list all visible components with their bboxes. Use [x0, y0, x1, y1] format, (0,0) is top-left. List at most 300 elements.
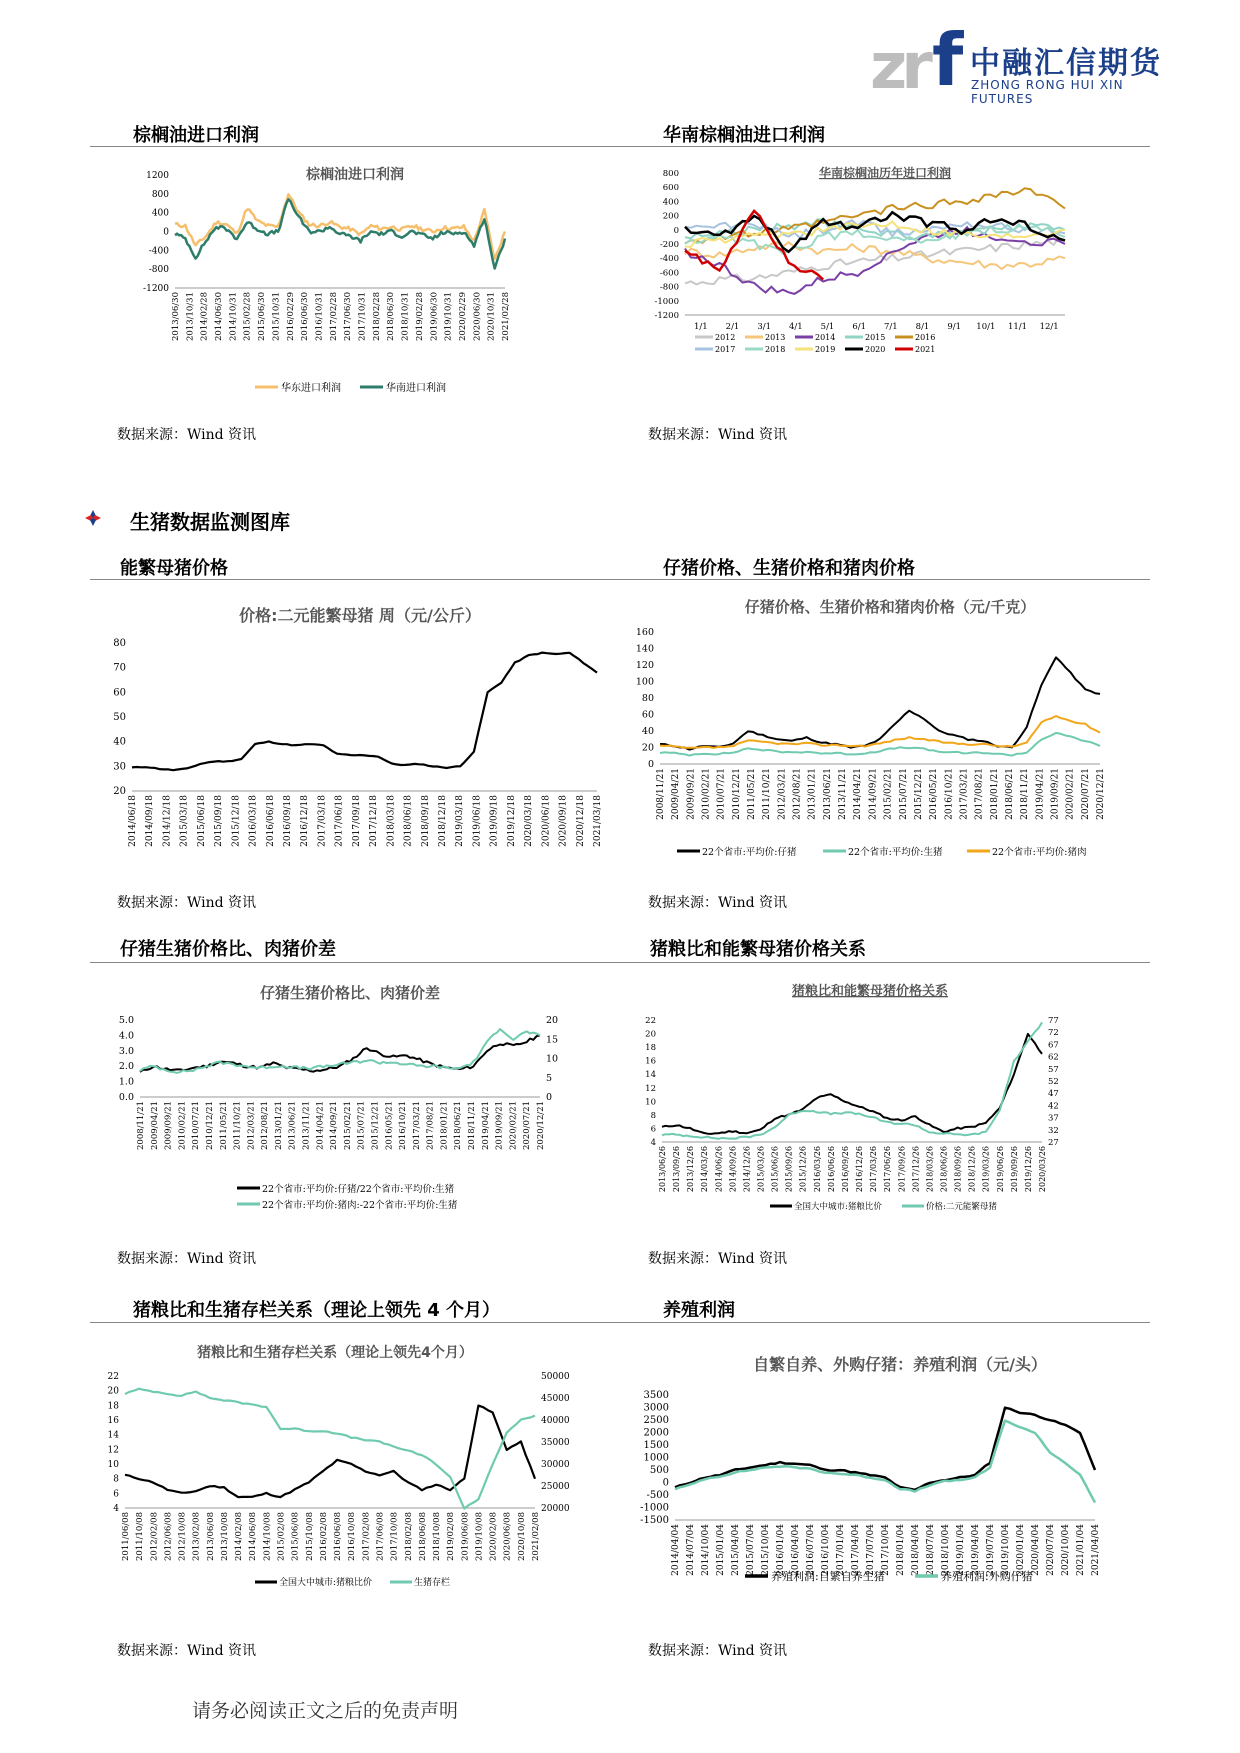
x-tick-label: 2014/06/08: [248, 1512, 259, 1561]
x-tick-label: 2014/10/08: [262, 1512, 273, 1561]
y-tick-label: -1200: [654, 311, 679, 321]
y-tick-label: 140: [635, 643, 654, 655]
x-tick-label: 2016/06/18: [265, 795, 276, 847]
chart-title: 价格:二元能繁母猪 周（元/公斤）: [239, 606, 481, 625]
data-source: 数据来源：Wind 资讯: [648, 1251, 788, 1267]
y-tick-label: 1500: [643, 1440, 669, 1451]
chart-piglet-hog-ratio: [110, 978, 610, 1228]
x-tick-label: 2019/04/21: [1035, 768, 1046, 820]
x-tick-label: 2019/10/08: [474, 1512, 485, 1561]
logo-company-name: 中融汇信期货: [970, 46, 1162, 81]
x-tick-label: 2018/01/21: [989, 768, 1000, 820]
x-tick-label: 2015/10/04: [761, 1524, 771, 1576]
y-tick-label: 40: [641, 726, 654, 737]
y-tick-label: 3500: [643, 1390, 669, 1401]
x-tick-label: 2/1: [725, 322, 740, 332]
x-tick-label: 12/1: [1039, 322, 1059, 332]
y-tick-label: 0: [662, 1477, 669, 1489]
x-tick-label: 2010/12/21: [204, 1101, 215, 1150]
y-tick-label: 12: [645, 1083, 656, 1094]
y-tick-label: 8: [650, 1110, 656, 1121]
y-tick-label: 22: [645, 1016, 656, 1026]
y-tick-label: 20: [641, 742, 654, 754]
x-tick-label: 2017/06/30: [343, 292, 354, 341]
x-tick-label: 2009/09/21: [686, 768, 697, 820]
y-tick-label: 1000: [643, 1452, 669, 1464]
y2-tick-label: 25000: [541, 1482, 570, 1492]
x-tick-label: 2017/03/21: [411, 1101, 422, 1150]
x-tick-label: 2019/12/18: [506, 795, 517, 847]
y-tick-label: 1.0: [118, 1076, 134, 1088]
section-bullet-icon: [83, 508, 103, 528]
x-tick-label: 5/1: [820, 322, 835, 332]
x-tick-label: 2018/03/18: [386, 795, 397, 847]
y2-tick-label: 20000: [541, 1504, 570, 1514]
y-tick-label: 800: [151, 189, 169, 200]
y-tick-label: 2.0: [118, 1061, 134, 1073]
x-tick-label: 2018/09/26: [953, 1146, 963, 1193]
y2-tick-label: 32: [1048, 1125, 1059, 1136]
chart-hog-grain-inventory: [107, 1340, 620, 1600]
y2-tick-label: 52: [1048, 1077, 1059, 1087]
x-tick-label: 2016/10/21: [944, 768, 955, 820]
y2-tick-label: 10: [546, 1053, 559, 1065]
x-tick-label: 2016/12/18: [300, 795, 311, 847]
y-tick-label: -1000: [654, 296, 679, 307]
logo-mark-z: zr: [870, 30, 927, 104]
x-tick-label: 2020/01/04: [1016, 1524, 1026, 1576]
x-tick-label: 2015/03/18: [179, 795, 190, 847]
legend-label: 2015: [865, 333, 886, 342]
x-tick-label: 2013/06/21: [287, 1101, 298, 1150]
x-tick-label: 2013/06/30: [171, 292, 181, 341]
y-tick-label: 1200: [146, 171, 169, 181]
x-tick-label: 2014/04/21: [853, 768, 864, 820]
panel-heading-hog-grain-inventory: 猪粮比和生猪存栏关系（理论上领先 4 个月）: [133, 1300, 501, 1321]
chart-title: 华南棕榈油历年进口利润: [818, 166, 952, 180]
legend: [695, 333, 935, 354]
x-tick-label: 2020/07/04: [1046, 1524, 1056, 1576]
x-tick-label: 2019/03/26: [981, 1146, 991, 1193]
x-tick-label: 2013/09/26: [672, 1146, 682, 1193]
x-tick-label: 2019/02/28: [414, 292, 425, 341]
y-tick-label: -1200: [143, 284, 169, 294]
y-tick-label: 80: [641, 693, 654, 704]
x-tick-label: 2010/12/21: [731, 768, 742, 820]
y-tick-label: 20: [113, 786, 126, 797]
y-tick-label: -1500: [640, 1515, 669, 1526]
x-tick-label: 2013/06/21: [822, 768, 833, 820]
y2-tick-label: 72: [1048, 1028, 1059, 1039]
x-tick-label: 2015/07/21: [898, 768, 909, 820]
x-tick-label: 2019/07/04: [986, 1524, 996, 1576]
x-tick-label: 2016/10/08: [347, 1512, 358, 1561]
x-tick-label: 2014/02/28: [199, 292, 210, 341]
x-tick-label: 2017/06/18: [334, 795, 345, 847]
x-tick-label: 3/1: [757, 322, 772, 332]
x-tick-label: 2020/02/21: [1065, 768, 1076, 820]
x-tick-label: 2016/10/04: [821, 1524, 831, 1576]
x-tick-label: 2017/01/04: [836, 1524, 846, 1576]
chart-breeding-profit: [640, 1340, 1140, 1600]
x-tick-label: 2014/07/04: [686, 1524, 696, 1576]
y-tick-label: 3000: [643, 1402, 669, 1414]
x-tick-label: 2019/10/04: [1001, 1524, 1011, 1576]
chart-south-china-palm-profit: [654, 160, 1130, 400]
x-tick-label: 2018/06/18: [403, 795, 414, 847]
x-tick-label: 2016/06/30: [300, 292, 311, 341]
logo: [870, 18, 1170, 106]
x-tick-label: 2020/10/04: [1061, 1524, 1071, 1576]
x-tick-label: 2020/10/08: [516, 1512, 527, 1561]
x-tick-label: 2015/02/21: [883, 768, 894, 820]
x-tick-label: 2017/07/04: [866, 1524, 876, 1576]
series-line: [685, 238, 1065, 285]
x-tick-label: 2019/04/21: [480, 1101, 491, 1150]
y-tick-label: 4: [113, 1504, 119, 1514]
x-tick-label: 2015/09/18: [214, 795, 225, 847]
x-tick-label: 2020/02/29: [457, 292, 468, 341]
x-tick-label: 2017/03/26: [869, 1146, 879, 1193]
x-tick-label: 2016/09/26: [840, 1146, 850, 1193]
x-tick-label: 2019/12/26: [1023, 1146, 1033, 1193]
x-tick-label: 2018/03/26: [925, 1146, 935, 1193]
y2-tick-label: 15: [546, 1034, 559, 1046]
x-tick-label: 2015/12/26: [798, 1146, 808, 1193]
x-tick-label: 2014/12/18: [162, 795, 173, 847]
x-tick-label: 2016/01/04: [776, 1524, 786, 1576]
series-line: [675, 1408, 1095, 1490]
x-tick-label: 2018/07/04: [926, 1524, 936, 1576]
series-line: [175, 199, 505, 268]
legend: [237, 1183, 458, 1211]
x-tick-label: 2013/10/31: [185, 292, 196, 341]
x-tick-label: 2011/05/21: [747, 768, 758, 820]
x-tick-label: 2014/10/04: [701, 1524, 711, 1576]
y-tick-label: 14: [107, 1430, 119, 1441]
chart-palm-import-profit: [130, 160, 590, 400]
y2-tick-label: 77: [1048, 1016, 1059, 1026]
x-tick-label: 2008/11/21: [656, 768, 666, 820]
x-tick-label: 2018/06/08: [417, 1512, 428, 1561]
x-tick-label: 2018/10/04: [941, 1524, 951, 1576]
legend-label: 22个省市:平均价:仔猪/22个省市:平均价:生猪: [262, 1184, 455, 1195]
x-tick-label: 2012/08/21: [260, 1101, 271, 1150]
y-tick-label: 60: [113, 687, 126, 699]
y2-tick-label: 57: [1048, 1064, 1059, 1075]
x-tick-label: 10/1: [976, 322, 996, 332]
y-tick-label: -1000: [640, 1502, 669, 1514]
x-tick-label: 2015/01/04: [716, 1524, 726, 1576]
series-line: [660, 657, 1100, 749]
x-tick-label: 2014/09/26: [728, 1146, 738, 1193]
x-tick-label: 2014/09/21: [329, 1101, 340, 1150]
panel-heading-piglet-hog-ratio: 仔猪生猪价格比、肉猪价差: [120, 939, 336, 960]
x-tick-label: 2017/04/04: [851, 1524, 861, 1576]
x-tick-label: 11/1: [1007, 322, 1028, 332]
x-tick-label: 2020/06/08: [502, 1512, 513, 1561]
x-tick-label: 2019/06/26: [995, 1146, 1005, 1193]
y-tick-label: 0.0: [118, 1092, 134, 1103]
x-tick-label: 2016/07/04: [806, 1524, 816, 1576]
x-tick-label: 2015/06/30: [257, 292, 268, 341]
chart-title: 仔猪价格、生猪价格和猪肉价格（元/千克）: [744, 598, 1036, 616]
x-tick-label: 2016/06/08: [333, 1512, 344, 1561]
y-tick-label: 8: [113, 1474, 119, 1485]
y-tick-label: -800: [659, 282, 679, 293]
y-tick-label: 22: [107, 1372, 119, 1382]
y2-tick-label: 37: [1048, 1113, 1059, 1124]
x-tick-label: 1/1: [693, 322, 708, 332]
x-tick-label: 9/1: [947, 322, 962, 332]
x-tick-label: 2013/01/21: [273, 1101, 284, 1150]
legend-label: 22个省市:平均价:仔猪: [702, 847, 797, 858]
x-tick-label: 2015/09/26: [784, 1146, 794, 1193]
x-tick-label: 2018/01/21: [439, 1101, 450, 1150]
x-tick-label: 2016/10/31: [314, 292, 325, 341]
x-tick-label: 2016/05/21: [384, 1101, 395, 1150]
y-tick-label: 16: [107, 1416, 119, 1426]
legend-label: 2019: [815, 345, 836, 354]
x-tick-label: 2021/04/04: [1091, 1524, 1101, 1576]
x-tick-label: 2018/02/08: [403, 1512, 414, 1561]
y-tick-label: 100: [635, 676, 654, 688]
data-source: 数据来源：Wind 资讯: [648, 895, 788, 911]
x-tick-label: 2011/06/08: [121, 1512, 131, 1561]
x-tick-label: 2020/03/18: [524, 795, 535, 847]
y-tick-label: 10: [645, 1097, 656, 1108]
x-tick-label: 2013/11/21: [838, 768, 849, 820]
x-tick-label: 2012/03/21: [777, 768, 788, 820]
y-tick-label: 0: [673, 225, 679, 236]
series-line: [662, 1034, 1042, 1134]
y-tick-label: 18: [645, 1043, 656, 1054]
y-tick-label: 70: [113, 662, 126, 674]
x-tick-label: 8/1: [915, 322, 930, 332]
x-tick-label: 2018/02/28: [371, 292, 382, 341]
x-tick-label: 2019/06/30: [429, 292, 440, 341]
x-tick-label: 2015/04/04: [731, 1524, 741, 1576]
x-tick-label: 2013/11/21: [301, 1101, 312, 1150]
series-line: [662, 1022, 1042, 1139]
panel-heading-palm-import-profit: 棕榈油进口利润: [133, 125, 259, 146]
logo-company-name-en: ZHONG RONG HUI XIN FUTURES: [971, 78, 1124, 106]
x-tick-label: 2013/10/08: [219, 1512, 230, 1561]
x-tick-label: 2015/12/21: [913, 768, 924, 820]
x-tick-label: 2014/04/04: [671, 1524, 681, 1576]
x-tick-label: 2010/02/21: [177, 1101, 188, 1150]
x-tick-label: 2015/03/26: [756, 1146, 766, 1193]
x-tick-label: 2021/01/04: [1076, 1524, 1086, 1576]
section-title: 生猪数据监测图库: [130, 510, 290, 534]
x-tick-label: 2014/10/31: [228, 292, 239, 341]
x-tick-label: 2015/06/08: [290, 1512, 301, 1561]
x-tick-label: 2019/03/18: [455, 795, 466, 847]
x-tick-label: 2020/02/08: [488, 1512, 499, 1561]
y-tick-label: 800: [662, 169, 679, 179]
y2-tick-label: 42: [1048, 1101, 1059, 1112]
y-tick-label: 40: [113, 736, 126, 748]
y2-tick-label: 5: [546, 1072, 553, 1084]
x-tick-label: 2018/04/04: [911, 1524, 921, 1576]
legend-label: 2014: [815, 333, 836, 342]
x-tick-label: 2017/03/21: [959, 768, 970, 820]
x-tick-label: 2019/09/21: [1050, 768, 1061, 820]
y-tick-label: 14: [645, 1070, 656, 1081]
legend-label: 2018: [765, 345, 786, 354]
y-tick-label: 6: [113, 1489, 119, 1500]
panel-heading-breeding-profit: 养殖利润: [663, 1300, 735, 1321]
legend: [770, 1201, 997, 1212]
chart-title: 猪粮比和生猪存栏关系（理论上领先4个月）: [197, 1345, 473, 1361]
x-tick-label: 2013/06/08: [205, 1512, 216, 1561]
divider: [90, 962, 1150, 963]
x-tick-label: 2009/09/21: [163, 1101, 174, 1150]
y-tick-label: 0: [163, 227, 169, 238]
legend-label: 2017: [715, 345, 736, 354]
legend-label: 全国大中城市:猪粮比价: [279, 1578, 373, 1588]
y2-tick-label: 0: [546, 1092, 553, 1103]
x-tick-label: 2019/06/08: [460, 1512, 471, 1561]
x-tick-label: 2015/07/21: [356, 1101, 367, 1150]
x-tick-label: 2019/09/21: [494, 1101, 505, 1150]
x-tick-label: 2015/02/28: [242, 292, 253, 341]
x-tick-label: 2020/04/04: [1031, 1524, 1041, 1576]
x-tick-label: 2020/10/31: [486, 292, 497, 341]
x-tick-label: 2012/06/08: [163, 1512, 174, 1561]
data-source: 数据来源：Wind 资讯: [117, 1643, 257, 1659]
x-tick-label: 2014/06/30: [214, 292, 225, 341]
x-tick-label: 2011/05/21: [218, 1101, 229, 1150]
x-tick-label: 2018/10/31: [400, 292, 411, 341]
x-tick-label: 2018/01/04: [896, 1524, 906, 1576]
y2-tick-label: 50000: [541, 1372, 570, 1382]
y-tick-label: 12: [107, 1445, 119, 1456]
footer-disclaimer: 请务必阅读正文之后的免责声明: [192, 1700, 459, 1722]
x-tick-label: 2015/10/08: [304, 1512, 315, 1561]
x-tick-label: 2020/06/30: [472, 292, 483, 341]
legend-label: 华东进口利润: [281, 383, 341, 394]
y-tick-label: -600: [659, 268, 679, 279]
x-tick-label: 2018/10/08: [432, 1512, 443, 1561]
chart-title: 自繁自养、外购仔猪：养殖利润（元/头）: [753, 1355, 1047, 1374]
y2-tick-label: 27: [1048, 1138, 1059, 1148]
y2-tick-label: 62: [1048, 1052, 1059, 1063]
series-line: [685, 211, 823, 280]
x-tick-label: 2020/07/21: [522, 1101, 533, 1150]
x-tick-label: 2014/06/18: [128, 795, 138, 847]
x-tick-label: 2015/02/08: [276, 1512, 287, 1561]
x-tick-label: 2016/12/26: [855, 1146, 865, 1193]
divider: [90, 146, 1150, 147]
x-tick-label: 2020/12/21: [536, 1101, 546, 1150]
x-tick-label: 2016/10/21: [398, 1101, 409, 1150]
x-tick-label: 2017/09/18: [351, 795, 362, 847]
y-tick-label: 400: [662, 197, 679, 208]
x-tick-label: 2018/11/21: [467, 1101, 478, 1150]
y-tick-label: -800: [148, 265, 169, 276]
data-source: 数据来源：Wind 资讯: [648, 427, 788, 443]
x-tick-label: 2019/10/31: [443, 292, 454, 341]
x-tick-label: 2018/12/26: [967, 1146, 977, 1193]
y-tick-label: 600: [662, 183, 679, 194]
x-tick-label: 2020/12/18: [575, 795, 586, 847]
y-tick-label: 6: [650, 1124, 656, 1135]
x-tick-label: 2013/12/26: [686, 1146, 696, 1193]
x-tick-label: 2009/04/21: [671, 768, 682, 820]
x-tick-label: 2018/06/21: [1004, 768, 1015, 820]
x-tick-label: 2016/06/26: [826, 1146, 836, 1193]
y-tick-label: -400: [148, 246, 169, 257]
x-tick-label: 2014/04/21: [315, 1101, 326, 1150]
x-tick-label: 2019/02/08: [446, 1512, 457, 1561]
x-tick-label: 2015/12/21: [370, 1101, 381, 1150]
x-tick-label: 2017/10/31: [357, 292, 368, 341]
divider: [90, 1322, 1150, 1323]
legend-label: 养殖利润:自繁自养生猪: [771, 1570, 885, 1583]
x-tick-label: 2018/06/26: [939, 1146, 949, 1193]
x-tick-label: 2016/03/18: [248, 795, 259, 847]
x-tick-label: 2017/03/18: [317, 795, 328, 847]
x-tick-label: 2014/12/26: [742, 1146, 752, 1193]
chart-hog-grain-sow: [640, 975, 1120, 1225]
x-tick-label: 2015/10/31: [271, 292, 282, 341]
data-source: 数据来源：Wind 资讯: [648, 1643, 788, 1659]
x-tick-label: 2017/06/26: [883, 1146, 893, 1193]
y2-tick-label: 47: [1048, 1089, 1059, 1100]
x-tick-label: 2018/06/21: [453, 1101, 464, 1150]
x-tick-label: 2018/11/21: [1020, 768, 1031, 820]
legend-label: 全国大中城市:猪粮比价: [794, 1202, 882, 1212]
legend-label: 22个省市:平均价:猪肉:-22个省市:平均价:生猪: [262, 1200, 458, 1211]
y-tick-label: 60: [641, 709, 654, 721]
chart-title: 棕榈油进口利润: [306, 167, 404, 183]
y-tick-label: 4.0: [118, 1030, 134, 1042]
x-tick-label: 2015/06/26: [770, 1146, 780, 1193]
legend: [255, 381, 446, 394]
panel-heading-hog-grain-sow: 猪粮比和能繁母猪价格关系: [650, 939, 866, 960]
x-tick-label: 2014/03/26: [700, 1146, 710, 1193]
x-tick-label: 2014/06/26: [714, 1146, 724, 1193]
y-tick-label: 16: [645, 1056, 656, 1067]
x-tick-label: 2016/03/26: [812, 1146, 822, 1193]
x-tick-label: 4/1: [788, 322, 803, 332]
legend-label: 2021: [915, 345, 936, 354]
y-tick-label: 20: [107, 1386, 119, 1397]
x-tick-label: 2017/12/26: [911, 1146, 921, 1193]
x-tick-label: 2020/09/18: [558, 795, 569, 847]
x-tick-label: 2020/12/21: [1096, 768, 1106, 820]
panel-heading-sow-price: 能繁母猪价格: [120, 558, 228, 579]
x-tick-label: 6/1: [852, 322, 867, 332]
y-tick-label: 80: [113, 638, 126, 649]
y-tick-label: -500: [646, 1490, 669, 1501]
y-tick-label: 500: [649, 1465, 669, 1476]
x-tick-label: 2017/12/18: [369, 795, 380, 847]
x-tick-label: 2018/12/18: [438, 795, 448, 847]
y-tick-label: 160: [635, 627, 654, 638]
x-tick-label: 2017/09/26: [897, 1146, 907, 1193]
chart-sow-price: [110, 595, 610, 865]
legend-label: 2016: [915, 333, 936, 342]
x-tick-label: 2020/06/18: [541, 795, 552, 847]
x-tick-label: 2016/04/04: [791, 1524, 801, 1576]
x-tick-label: 2020/03/26: [1038, 1146, 1047, 1193]
legend-label: 2012: [715, 333, 736, 342]
y-tick-label: -400: [659, 254, 679, 265]
x-tick-label: 2015/02/21: [342, 1101, 353, 1150]
data-source: 数据来源：Wind 资讯: [117, 895, 257, 911]
